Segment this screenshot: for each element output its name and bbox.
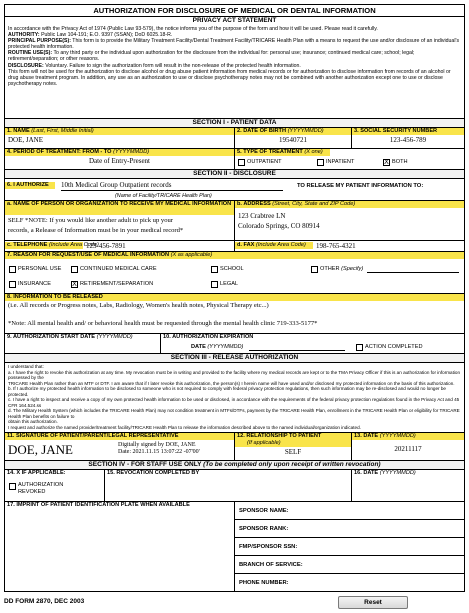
other-hint: (Specify) <box>341 266 364 272</box>
name-field[interactable]: DOE, JANE <box>8 136 43 144</box>
x-applicable-cell <box>5 470 105 501</box>
revocation-date-label: 16. DATE <box>354 470 379 476</box>
other-label-text: OTHER <box>320 266 340 272</box>
ack-item-a-cont: TRICARE Health Plan rather than an MTF or DTF. I am aware that if I later revoke this authorization, the person(s) I herein name will have used and/or disclosed my protected information on the basis of this authorization. <box>8 380 455 386</box>
type-cell <box>235 149 464 169</box>
ack-item-d: d. The Military Health System (which includes the TRICARE Health Plan) may not condition treatment in MTFs/DTFs, payment by the TRICARE Health Plan, enrollment in the TRICARE Health Plan or eligibility for TRICARE Health Plan benefits on failure to <box>8 408 460 419</box>
address-line-2[interactable]: Colorado Springs, CO 80914 <box>238 222 320 230</box>
routine-text: To any third party or the individual upon authorization for the disclosure from the individual for: personal use; insurance; continued medical care; school; legal; retirement/separation; or other reasons. <box>8 50 415 63</box>
expiration-cell <box>161 334 464 353</box>
disclosure-text: Voluntary. Failure to sign the authorization form will result in the non-release of the protected health information. <box>45 62 301 69</box>
expiration-date-hint: (YYYYMMDD) <box>207 344 244 350</box>
retirement-checkbox[interactable]: X <box>72 281 77 288</box>
form-title: AUTHORIZATION FOR DISCLOSURE OF MEDICAL OR DENTAL INFORMATION <box>5 5 464 17</box>
sponsor-rank-field[interactable] <box>235 520 464 538</box>
other-specify-field[interactable] <box>367 272 459 273</box>
form-number: DD FORM 2870, DEC 2003 <box>4 598 85 605</box>
start-date-hint: (YYYYMMDD) <box>96 334 133 340</box>
privacy-note: This form will not be used for the authorization to disclose alcohol or drug abuse patient information from medical records or for authorization to disclose information from records of an alcohol or drug abuse treatment program. In addition, any use as an authorization to use or disclose psychotherapy notes may not be combined with another authorization except one to use or disclose psychotherapy notes. <box>8 68 451 87</box>
imprint-label: 17. IMPRINT OF PATIENT IDENTIFICATION PLATE WHEN AVAILABLE <box>5 502 234 509</box>
patient-row-2 <box>5 149 464 170</box>
reason-row <box>5 252 464 294</box>
address-cell <box>235 201 464 240</box>
authorize-suffix: TO RELEASE MY PATIENT INFORMATION TO: <box>297 183 424 189</box>
action-completed-label: ACTION COMPLETED <box>365 344 423 350</box>
info-label: 8. INFORMATION TO BE RELEASED <box>5 294 464 301</box>
legal-checkbox[interactable] <box>211 281 218 288</box>
revoked-label: AUTHORIZATION REVOKED <box>18 482 64 495</box>
acknowledgements <box>5 363 464 433</box>
continued-care-label: CONTINUED MEDICAL CARE <box>80 266 157 272</box>
privacy-intro: In accordance with the Privacy Act of 1974 (Public Law 93-579), the notice informs you of the purpose of the form and how it will be used. Please read it carefully. <box>8 26 378 32</box>
authority-label: AUTHORITY: <box>8 32 40 39</box>
reason-hint: (X as applicable) <box>170 252 213 258</box>
dob-label: 2. DATE OF BIRTH <box>237 128 286 134</box>
patient-row-1 <box>5 128 464 149</box>
recipient-line-2[interactable]: records, a Release of Information must be in your medical record* <box>8 227 184 234</box>
relationship-hint: (If applicable) <box>235 440 351 447</box>
section-1-heading: SECTION I - PATIENT DATA <box>5 119 464 128</box>
sponsor-ssn-field[interactable] <box>235 538 464 556</box>
other-checkbox[interactable] <box>311 266 318 273</box>
phone-cell <box>5 241 235 251</box>
ack-request: I request and authorize the named provider/treatment facility/TRICARE Health Plan to release the information described above to the named individual/organization indicated. <box>8 425 361 431</box>
ack-item-a: a. I have the right to revoke this authorization at any time. My revocation must be in writing and provided to the facility where my medical records are kept or to the TMA Privacy Officer if this is an authorization for information possessed by the <box>8 369 461 381</box>
purpose-label: PRINCIPAL PURPOSE(S): <box>8 38 71 45</box>
inpatient-label: INPATIENT <box>326 159 355 165</box>
section-3-heading: SECTION III - RELEASE AUTHORIZATION <box>5 354 464 363</box>
expiration-label: 10. AUTHORIZATION EXPIRATION <box>161 334 464 341</box>
x-applicable-label: 14. X IF APPLICABLE: <box>5 470 104 477</box>
school-label: SCHOOL <box>220 266 244 272</box>
phone-field[interactable]: 123-456-7891 <box>86 242 126 250</box>
school-checkbox[interactable] <box>211 266 218 273</box>
disclosure-label: DISCLOSURE: <box>8 62 44 69</box>
staff-row <box>5 470 464 502</box>
period-cell <box>5 149 235 169</box>
outpatient-checkbox[interactable] <box>238 159 245 166</box>
ack-item-b: b. If I authorize my protected health information to be disclosed to someone who is not required to comply with federal privacy protection regulations, then such information may be re-disclosed and would no longer be protected. <box>8 386 446 397</box>
name-cell <box>5 128 235 148</box>
fax-label: d. FAX <box>237 242 255 248</box>
period-hint: (YYYYMMDD) <box>113 149 150 155</box>
contact-row <box>5 241 464 252</box>
reason-label: 7. REASON FOR REQUEST/USE OF MEDICAL INFORMATION <box>7 252 170 258</box>
signature-label: 11. SIGNATURE OF PATIENT/PARENT/LEGAL REPRESENTATIVE <box>5 433 234 440</box>
phone-hint: (Include Area Code) <box>48 242 99 248</box>
insurance-label: INSURANCE <box>18 281 51 287</box>
relationship-field[interactable]: SELF <box>284 448 302 456</box>
phone-label: c. TELEPHONE <box>7 242 48 248</box>
authority-text: Public Law 104-191; E.O. 9397 (SSAN); DoD 6025.18-R. <box>41 32 173 39</box>
branch-field[interactable] <box>235 556 464 574</box>
info-line-1[interactable]: (i.e. All records or Progress notes, Labs, Radiology, Women's health notes, Physical Therapy etc...) <box>8 302 269 309</box>
type-hint: (X one) <box>304 149 323 155</box>
recipient-row <box>5 201 464 241</box>
purpose-text: This form is to provide the Military Treatment Facility/Dental Treatment Facility/TRICARE Health Plan with a means to request the use and/or disclosure of an individual's protected health information. <box>8 38 460 51</box>
phone-number-label: PHONE NUMBER: <box>239 580 289 586</box>
inpatient-checkbox[interactable] <box>317 159 324 166</box>
section-2-heading: SECTION II - DISCLOSURE <box>5 170 464 179</box>
other-label <box>320 266 363 273</box>
understand-text: I understand that: <box>8 364 44 369</box>
retirement-label: RETIREMENT/SEPARATION <box>80 281 154 287</box>
sponsor-name-field[interactable] <box>235 502 464 520</box>
ssn-field[interactable]: 123-456-789 <box>389 136 427 144</box>
info-row <box>5 294 464 334</box>
ssn-cell <box>352 128 464 148</box>
revocation-date-hint: (YYYYMMDD) <box>379 470 416 476</box>
disclosure-form <box>4 4 465 592</box>
signature-row <box>5 433 464 461</box>
relationship-cell <box>235 433 352 460</box>
sponsor-ssn-label: FMP/SPONSOR SSN: <box>239 544 298 550</box>
digital-signature-line-1: Digitally signed by DOE, JANE <box>118 442 196 448</box>
routine-label: ROUTINE USE(S): <box>8 50 53 57</box>
expiration-date-label <box>191 344 243 350</box>
revocation-date-field[interactable] <box>352 477 464 479</box>
sponsor-rank-label: SPONSOR RANK: <box>239 526 289 532</box>
name-hint: (Last, First, Middle Initial) <box>31 128 94 134</box>
imprint-row <box>5 502 464 592</box>
signature-name: DOE, JANE <box>8 442 73 457</box>
revoked-checkbox[interactable] <box>9 483 16 490</box>
expiration-date-label-text: DATE <box>191 344 206 350</box>
recipient-label: a. NAME OF PERSON OR ORGANIZATION TO RECEIVE MY MEDICAL INFORMATION <box>5 201 234 215</box>
outpatient-label: OUTPATIENT <box>247 159 282 165</box>
relationship-label: 12. RELATIONSHIP TO PATIENT <box>235 433 351 440</box>
ack-item-d-cont: obtain this authorization. <box>8 419 58 425</box>
section-4-title: SECTION IV - FOR STAFF USE ONLY <box>88 461 202 468</box>
dob-hint: (YYYYMMDD) <box>287 128 324 134</box>
sponsor-name-label: SPONSOR NAME: <box>239 508 289 514</box>
signature-date-cell <box>352 433 464 460</box>
privacy-text <box>5 25 464 88</box>
authorize-row <box>5 179 464 201</box>
recipient-cell <box>5 201 235 240</box>
imprint-cell[interactable] <box>5 502 235 592</box>
ack-item-c: c. I have a right to inspect and receive a copy of my own protected health information to be used or disclosed, in accordance with the requirements of the federal privacy protection regulations found in the Privacy Act and 45 CFR 164.524.ss <box>8 397 460 408</box>
signature-date-label: 13. DATE <box>354 433 379 439</box>
personal-use-checkbox[interactable] <box>9 266 16 273</box>
facility-caption: (Name of Facility/TRICARE Health Plan) <box>115 193 212 199</box>
authorization-dates-row <box>5 334 464 354</box>
legal-label: LEGAL <box>220 281 239 287</box>
revocation-date-cell <box>352 470 464 501</box>
signature-cell[interactable] <box>5 433 235 460</box>
privacy-heading: PRIVACY ACT STATEMENT <box>192 17 277 24</box>
address-hint: (Street, City, State and ZIP Code) <box>272 201 356 207</box>
period-field[interactable]: Date of Entry-Present <box>88 157 151 165</box>
sponsor-cell <box>235 502 464 592</box>
privacy-act-statement <box>5 17 464 119</box>
fax-hint: (Include Area Code) <box>255 242 306 248</box>
fax-field[interactable]: 198-765-4321 <box>316 242 356 250</box>
address-label: b. ADDRESS <box>237 201 271 207</box>
recipient-line-1[interactable]: SELF *NOTE: If you would like another adult to pick up your <box>8 217 174 224</box>
branch-label: BRANCH OF SERVICE: <box>239 562 303 568</box>
name-label: 1. NAME <box>7 128 30 134</box>
digital-signature-line-2: Date: 2021.11.15 13:07:22 -07'00' <box>118 449 200 455</box>
start-date-label: 9. AUTHORIZATION START DATE <box>7 334 96 340</box>
address-line-1[interactable]: 123 Crabtree LN <box>238 212 286 220</box>
reset-button[interactable]: Reset <box>338 596 408 609</box>
info-line-2[interactable]: *Note: All mental health and/ or behavioral health must be requested through the mental health clinic 719-333-5177* <box>8 320 318 327</box>
revoked-by-field[interactable] <box>105 477 351 479</box>
start-date-cell <box>5 334 161 353</box>
expiration-date-field[interactable] <box>249 350 345 351</box>
both-checkbox[interactable]: X <box>384 159 389 166</box>
start-date-field[interactable] <box>5 341 160 343</box>
authorize-field[interactable]: 10th Medical Group Outpatient records <box>61 181 283 191</box>
section-4-hint: (To be completed only upon receipt of written revocation) <box>203 461 381 468</box>
revoked-by-label: 15. REVOCATION COMPLETED BY <box>105 470 351 477</box>
action-completed-checkbox[interactable] <box>356 344 363 351</box>
fax-cell <box>235 241 464 251</box>
continued-care-checkbox[interactable] <box>71 266 78 273</box>
period-label: 4. PERIOD OF TREATMENT: FROM - TO <box>7 149 112 155</box>
insurance-checkbox[interactable] <box>9 281 16 288</box>
phone-number-field[interactable] <box>235 574 464 592</box>
signature-date-field[interactable]: 20211117 <box>394 445 422 453</box>
dob-cell <box>235 128 352 148</box>
section-4-heading <box>5 461 464 470</box>
dob-field[interactable]: 19540721 <box>279 136 307 144</box>
personal-use-label: PERSONAL USE <box>18 266 62 272</box>
both-label: BOTH <box>392 159 408 165</box>
ssn-label: 3. SOCIAL SECURITY NUMBER <box>352 128 464 135</box>
authorize-label: 6. I AUTHORIZE <box>5 182 55 189</box>
type-label: 5. TYPE OF TREATMENT <box>237 149 303 155</box>
signature-date-hint: (YYYYMMDD) <box>379 433 416 439</box>
revoked-by-cell <box>105 470 352 501</box>
